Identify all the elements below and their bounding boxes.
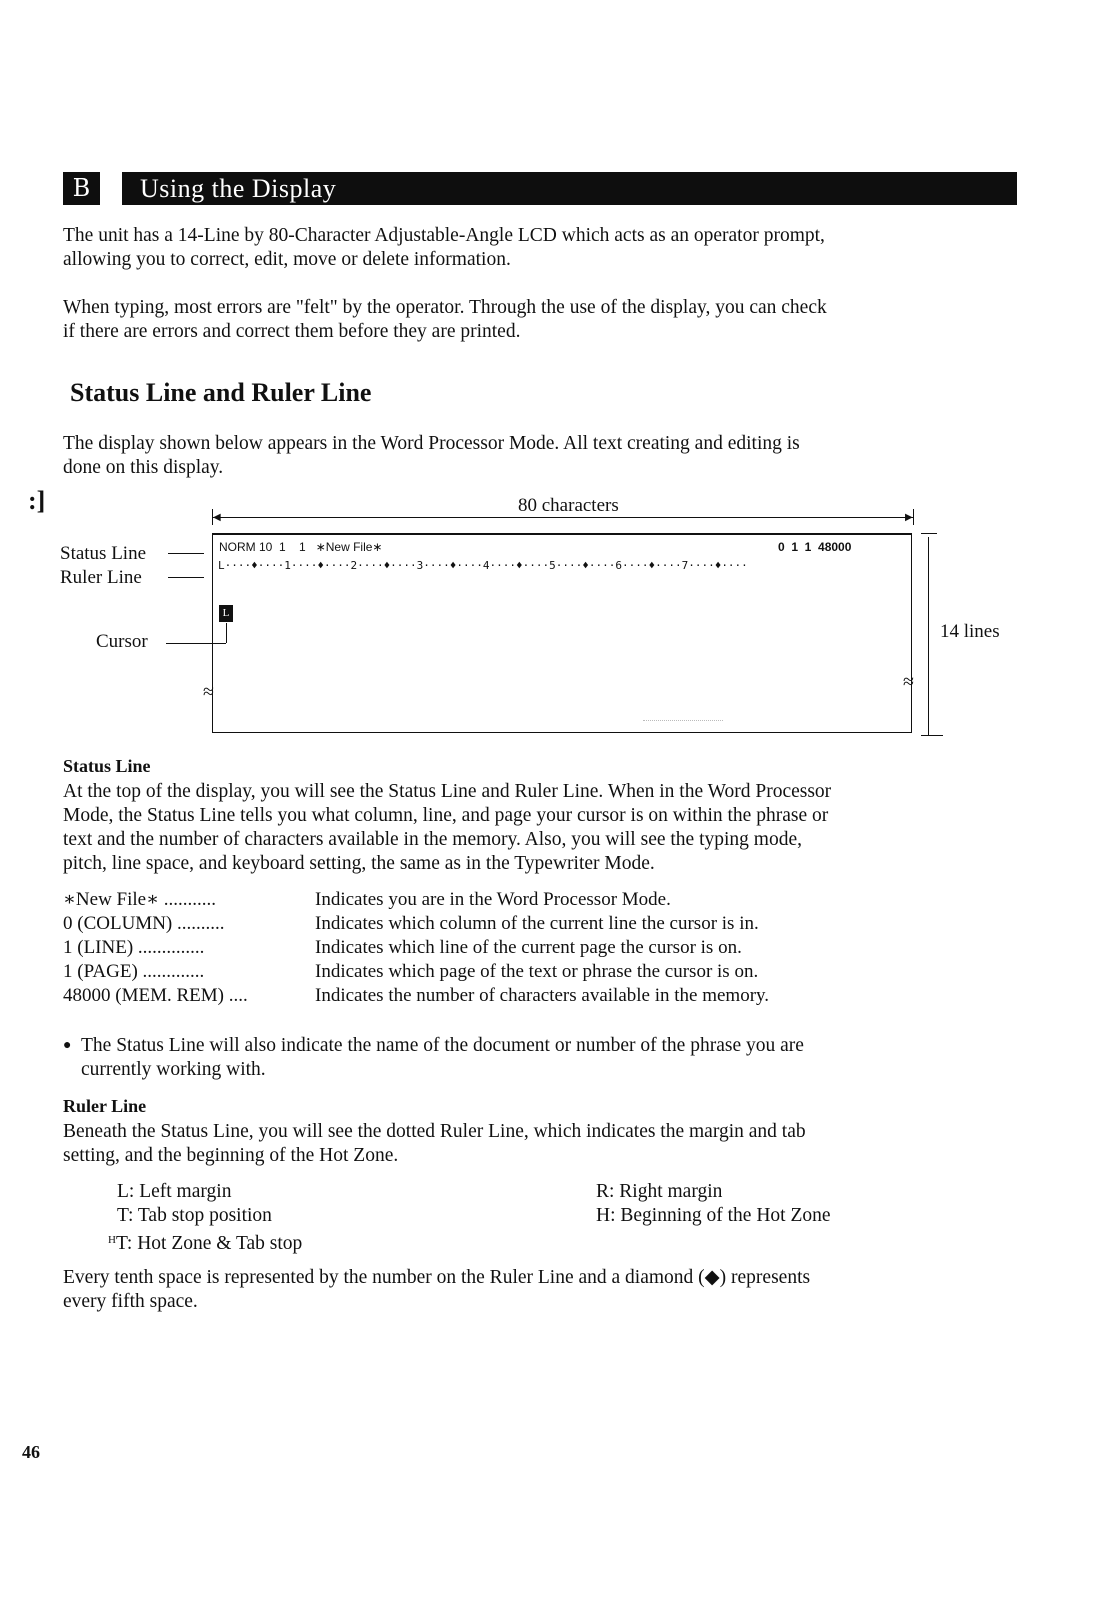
- text-line: When typing, most errors are "felt" by the operator. Through the use of the display, you can check: [63, 297, 827, 318]
- ruler-line-paragraph: [63, 1120, 1053, 1168]
- section-letter-badge: B: [63, 172, 100, 205]
- text-line: if there are errors and correct them before they are printed.: [63, 321, 521, 342]
- margin-tab-mark: :]: [28, 486, 46, 515]
- definition-desc: Indicates which column of the current line the cursor is in.: [315, 913, 759, 934]
- cursor-callout-line: [166, 643, 226, 644]
- definition-desc: Indicates which line of the current page the cursor is on.: [315, 937, 742, 958]
- text-line: currently working with.: [81, 1059, 266, 1080]
- cursor-callout-riser: [226, 623, 227, 643]
- ruler-line-heading: Ruler Line: [63, 1096, 147, 1116]
- definition-term: 1 (LINE) ..............: [63, 937, 205, 958]
- definition-row: [63, 936, 1053, 960]
- definition-desc: Indicates the number of characters available in the memory.: [315, 985, 770, 1006]
- legend-left-margin: L: Left margin: [117, 1181, 232, 1202]
- bullet-icon: ●: [63, 1038, 72, 1053]
- width-arrow-right-tick: [913, 509, 915, 525]
- legend-key: T:: [115, 1233, 138, 1254]
- definition-term: 48000 (MEM. REM) ....: [63, 985, 248, 1006]
- definition-row: [63, 912, 1053, 936]
- intro-paragraph-1: [63, 224, 1043, 272]
- text-line: setting, and the beginning of the Hot Zone.: [63, 1145, 399, 1166]
- final-paragraph: [63, 1266, 1053, 1314]
- lcd-screen-box: [212, 533, 912, 733]
- section-title: Using the Display: [140, 174, 337, 203]
- status-line-callout: Status Line: [60, 543, 147, 564]
- definition-row: [63, 888, 1053, 912]
- subsection-heading: Status Line and Ruler Line: [70, 378, 372, 407]
- definition-row: [63, 984, 1053, 1008]
- text-line: Every tenth space is represented by the number on the Ruler Line and a diamond (◆) represents: [63, 1267, 811, 1288]
- cursor-callout: Cursor: [96, 631, 148, 652]
- height-arrow-line: [928, 537, 929, 735]
- ruler-callout-arrow: [168, 577, 204, 578]
- status-line-values: 0 1 1 48000: [778, 540, 852, 554]
- break-mark-left-icon: ≈: [203, 681, 214, 703]
- text-line: The display shown below appears in the Word Processor Mode. All text creating and editing is: [63, 433, 800, 454]
- definition-desc: Indicates you are in the Word Processor Mode.: [315, 889, 671, 910]
- ruler-line-text: L····♦····1····♦····2····♦····3····♦····4····♦····5····♦····6····♦····7····♦····: [218, 559, 748, 572]
- status-definitions: [63, 888, 1053, 1008]
- status-line-heading: Status Line: [63, 756, 151, 776]
- text-line: pitch, line space, and keyboard setting, the same as in the Typewriter Mode.: [63, 853, 655, 874]
- definition-desc: Indicates which page of the text or phrase the cursor is on.: [315, 961, 759, 982]
- status-line-paragraph: [63, 780, 1053, 876]
- text-line: At the top of the display, you will see the Status Line and Ruler Line. When in the Word Processor: [63, 781, 832, 802]
- definition-term: ∗New File∗ ...........: [63, 889, 217, 910]
- height-label: 14 lines: [940, 621, 1000, 642]
- text-line: The unit has a 14-Line by 80-Character Adjustable-Angle LCD which acts as an operator prompt,: [63, 225, 825, 246]
- definition-row: [63, 960, 1053, 984]
- legend-desc: Hot Zone & Tab stop: [137, 1233, 303, 1254]
- status-callout-arrow: [168, 553, 204, 554]
- definition-term: 0 (COLUMN) ..........: [63, 913, 225, 934]
- width-label: 80 characters: [518, 495, 619, 516]
- text-line: done on this display.: [63, 457, 224, 478]
- definition-term: 1 (PAGE) .............: [63, 961, 205, 982]
- display-diagram: [0, 495, 1119, 745]
- text-line: every fifth space.: [63, 1291, 198, 1312]
- bullet-note: [63, 1034, 1053, 1082]
- arrow-left-icon: ◀: [213, 512, 221, 523]
- legend-hot-zone: H: Beginning of the Hot Zone: [596, 1205, 831, 1226]
- page-number: 46: [22, 1442, 40, 1462]
- text-line: text and the number of characters available in the memory. Also, you will see the typing mode,: [63, 829, 802, 850]
- text-line: The Status Line will also indicate the name of the document or number of the phrase you are: [81, 1035, 804, 1056]
- legend-tab-stop: T: Tab stop position: [117, 1205, 272, 1226]
- superscript-h: H: [108, 1234, 116, 1246]
- intro-paragraph-2: [63, 296, 1043, 344]
- legend-hot-zone-tab: [108, 1228, 302, 1256]
- faint-dots: [643, 720, 723, 721]
- section-banner: [122, 172, 1017, 205]
- text-line: Beneath the Status Line, you will see the dotted Ruler Line, which indicates the margin and tab: [63, 1121, 806, 1142]
- text-line: Mode, the Status Line tells you what column, line, and page your cursor is on within the phrase or: [63, 805, 829, 826]
- legend-right-margin: R: Right margin: [596, 1181, 723, 1202]
- width-arrow-line: [213, 517, 913, 518]
- subsection-intro: [63, 432, 1043, 480]
- arrow-right-icon: ▶: [905, 512, 913, 523]
- text-line: allowing you to correct, edit, move or delete information.: [63, 249, 511, 270]
- break-mark-right-icon: ≈: [903, 671, 914, 693]
- height-arrow-top-tick: [921, 533, 937, 534]
- status-line-text: NORM 10 1 1 ∗New File∗: [219, 540, 383, 554]
- height-arrow-bottom-tick: [921, 735, 943, 736]
- cursor-block: L: [219, 605, 233, 622]
- ruler-line-callout: Ruler Line: [60, 567, 142, 588]
